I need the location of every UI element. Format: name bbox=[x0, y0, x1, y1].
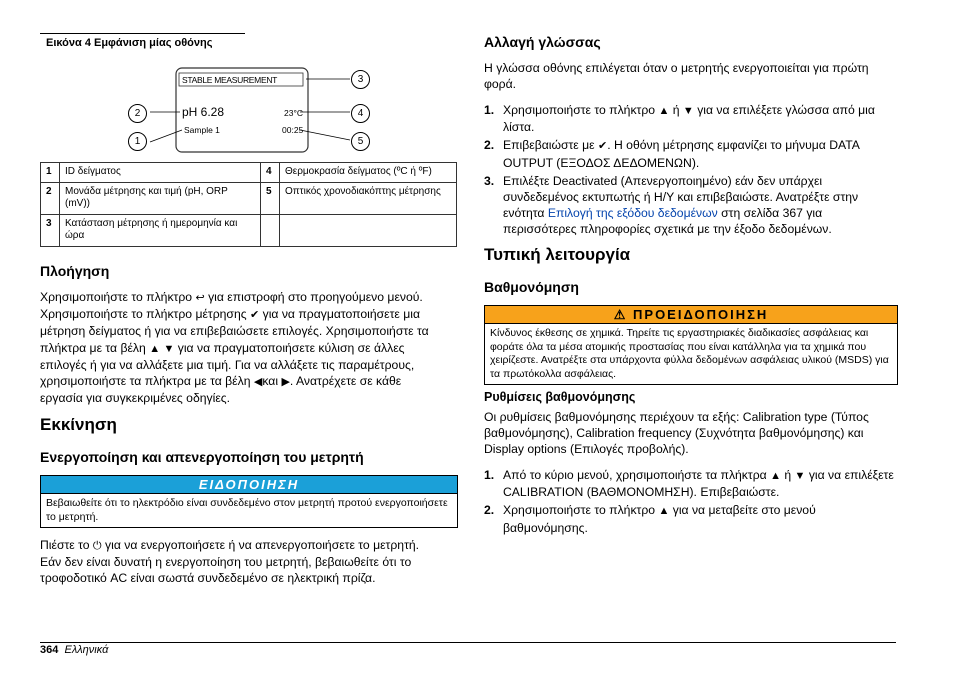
down-arrow-icon: ▼ bbox=[163, 342, 175, 355]
page-number: 364 bbox=[40, 644, 59, 656]
notice-text: Βεβαιωθείτε ότι το ηλεκτρόδιο είναι συνδεδεμένο στον μετρητή προτού ενεργοποιήσετε το μετρητή. bbox=[46, 497, 448, 523]
screen-time: 00:25 bbox=[282, 125, 304, 135]
settings-text: Οι ρυθμίσεις βαθμονόμησης περιέχουν τα εξής: Calibration type (Τύπος βαθμονόμησης), Calibration frequency (Συχνότητα βαθμονόμησης) και Display options (Επιλογές προβολής). bbox=[484, 410, 869, 457]
left-arrow-icon: ◀ bbox=[253, 376, 263, 389]
language-steps bbox=[484, 102, 899, 238]
list-item: 1. Χρησιμοποιήστε το πλήκτρο ▲ ή ▼ για να επιλέξετε γλώσσα από μια λίστα. bbox=[484, 103, 875, 135]
legend-num: 2 bbox=[41, 182, 60, 214]
data-output-link[interactable]: Επιλογή της εξόδου δεδομένων bbox=[547, 206, 718, 221]
notice-label: ΕΙΔΟΠΟΙΗΣΗ bbox=[41, 476, 457, 494]
callout-2: 2 bbox=[128, 104, 147, 123]
up-arrow-icon: ▲ bbox=[658, 105, 670, 117]
warning-box bbox=[484, 305, 898, 385]
startup-subheading: Ενεργοποίηση και απενεργοποίηση του μετρητή bbox=[40, 449, 364, 465]
screen-status: STABLE MEASUREMENT bbox=[182, 75, 278, 85]
legend-text: Κατάσταση μέτρησης ή ημερομηνία και ώρα bbox=[60, 214, 261, 246]
legend-num: 3 bbox=[41, 214, 60, 246]
warning-text: Κίνδυνος έκθεσης σε χημικά. Τηρείτε τις εργαστηριακές διαδικασίες ασφάλειας και φοράτε όλα τα μέσα ατομικής προστασίας που είναι κατάλληλα για τα χημικά που χειρίζεστε. Ανατρέξτε στα υπάρχοντα φύλλα δεδομένων ασφάλειας υλικού (MSDS) για τα πρωτόκολλα ασφάλειας. bbox=[490, 327, 889, 380]
legend-text: Θερμοκρασία δείγματος (ºC ή ºF) bbox=[280, 163, 457, 183]
list-item: 1. Από το κύριο μενού, χρησιμοποιήστε τα πλήκτρα ▲ ή ▼ για να επιλέξετε CALIBRATION (ΒΑΘΜΟΝΟΜΗΣΗ). Επιβεβαιώστε. bbox=[484, 468, 894, 500]
legend-row bbox=[41, 214, 457, 246]
callout-3: 3 bbox=[351, 70, 370, 89]
legend-text: ID δείγματος bbox=[60, 163, 261, 183]
notice-box bbox=[40, 475, 458, 528]
down-arrow-icon: ▼ bbox=[682, 105, 694, 117]
list-item: 2. Χρησιμοποιήστε το πλήκτρο ▲ για να μεταβείτε στο μενού βαθμονόμησης. bbox=[484, 503, 816, 535]
nav-heading: Πλοήγηση bbox=[40, 263, 110, 279]
warning-icon: ⚠ bbox=[613, 307, 628, 322]
language-intro: Η γλώσσα οθόνης επιλέγεται όταν ο μετρητής ενεργοποιείται για πρώτη φορά. bbox=[484, 61, 869, 92]
startup-paragraph: Πιέστε το ⏻ για να ενεργοποιήσετε ή να απενεργοποιήσετε το μετρητή. Εάν δεν είναι δυνατή η ενεργοποίηση του μετρητή, βεβαιωθείτε ότι το τροφοδοτικό AC είναι σωστά συνδεδεμένο σε ηλεκτρική πρίζα. bbox=[40, 538, 420, 586]
list-item: 2. Επιβεβαιώστε με ✔. Η οθόνη μέτρησης εμφανίζει το μήνυμα DATA OUTPUT (ΕΞΟΔΟΣ ΔΕΔΟΜΕΝΩΝ). bbox=[484, 138, 860, 170]
legend-num bbox=[261, 214, 280, 246]
language-heading: Αλλαγή γλώσσας bbox=[484, 34, 601, 50]
settings-heading: Ρυθμίσεις βαθμονόμησης bbox=[484, 390, 636, 404]
nav-paragraph: Χρησιμοποιήστε το πλήκτρο ↩ για επιστροφή στο προηγούμενο μενού. Χρησιμοποιήστε το πλήκτρο μέτρησης ✔ για να πραγματοποιήσετε μια μέτρηση δείγματος ή για να επιβεβαιώσετε επιλογές. Χρησιμοποιήστε τα πλήκτρα με τα βέλη ▲ ▼ για να πραγματοποιήσετε κύλιση σε άλλες επιλογές ή για να αλλάξετε μια τιμή. Για να αλλάξετε τις παραμέτρους, χρησιμοποιήστε τα πλήκτρα με τα βέλη ◀και ▶. Ανατρέχετε σε κάθε εργασία για συγκεκριμένες οδηγίες. bbox=[40, 290, 429, 406]
screen-temp: 23°C bbox=[284, 108, 303, 118]
figure-legend-table bbox=[40, 162, 457, 247]
page-footer bbox=[40, 644, 108, 656]
figure-caption: Εικόνα 4 Εμφάνιση μίας οθόνης bbox=[46, 37, 213, 49]
warning-label: ⚠ ΠΡΟΕΙΔΟΠΟΙΗΣΗ bbox=[485, 306, 897, 324]
legend-row bbox=[41, 163, 457, 183]
calibration-heading: Βαθμονόμηση bbox=[484, 279, 579, 295]
check-icon: ✔ bbox=[597, 140, 608, 153]
list-item: 3. Επιλέξτε Deactivated (Απενεργοποιημένο) εάν δεν υπάρχει συνδεδεμένος εκτυπωτής ή Η/Υ και επιβεβαιώστε. Ανατρέξτε στην ενότητα Επιλογή της εξόδου δεδομένων στη σελίδα 367 για περισσότερες πληροφορίες σχετικά με την έξοδο δεδομένων. bbox=[484, 173, 859, 237]
legend-text: Μονάδα μέτρησης και τιμή (pH, ORP (mV)) bbox=[60, 182, 261, 214]
right-arrow-icon: ▶ bbox=[281, 376, 290, 389]
callout-4: 4 bbox=[351, 104, 370, 123]
screen-reading: pH 6.28 bbox=[182, 105, 225, 119]
up-arrow-icon: ▲ bbox=[149, 342, 161, 355]
legend-num: 5 bbox=[261, 182, 280, 214]
legend-row bbox=[41, 182, 457, 214]
legend-num: 1 bbox=[41, 163, 60, 183]
callout-1: 1 bbox=[128, 132, 147, 151]
footer-language: Ελληνικά bbox=[64, 644, 109, 656]
up-arrow-icon: ▲ bbox=[770, 470, 781, 482]
operation-heading: Τυπική λειτουργία bbox=[484, 245, 631, 264]
down-arrow-icon: ▼ bbox=[794, 470, 806, 482]
footer-rule bbox=[40, 642, 896, 643]
calibration-steps bbox=[484, 467, 896, 536]
back-arrow-icon: ↩ bbox=[195, 292, 205, 304]
legend-num: 4 bbox=[261, 163, 280, 183]
caption-rule bbox=[40, 33, 245, 34]
legend-text: Οπτικός χρονοδιακόπτης μέτρησης bbox=[280, 182, 457, 214]
check-icon: ✔ bbox=[250, 309, 260, 322]
legend-text bbox=[280, 214, 457, 246]
startup-heading: Εκκίνηση bbox=[40, 415, 117, 434]
screen-sample: Sample 1 bbox=[184, 125, 220, 135]
up-arrow-icon: ▲ bbox=[658, 505, 670, 518]
power-icon: ⏻ bbox=[92, 540, 102, 552]
callout-5: 5 bbox=[351, 132, 370, 151]
